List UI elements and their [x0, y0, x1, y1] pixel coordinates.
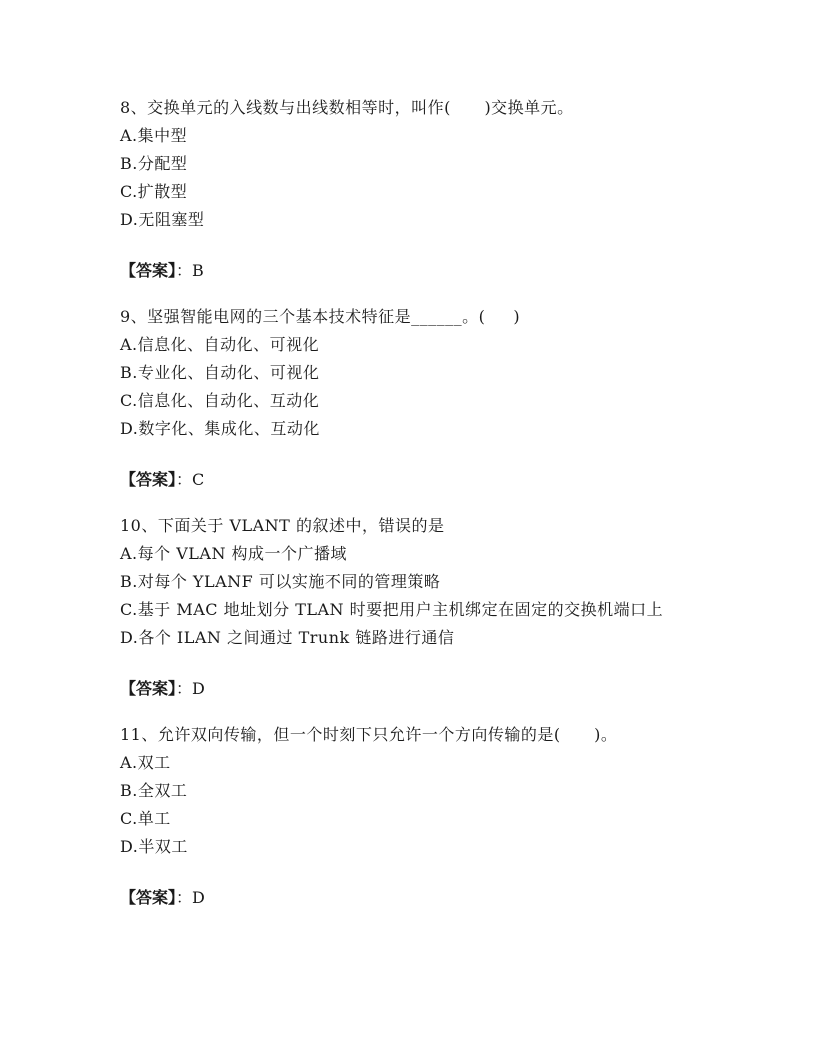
option-a: A.双工 — [120, 753, 171, 772]
exam-page — [120, 94, 760, 930]
answer-separator: ： — [176, 261, 193, 280]
answer-separator: ： — [176, 470, 193, 489]
question-9 — [120, 303, 760, 494]
question-stem: 10、下面关于 VLANT 的叙述中，错误的是 — [120, 516, 445, 535]
answer-label: 【答案】 — [120, 888, 177, 907]
answer-line — [120, 675, 760, 703]
answer-value: D — [192, 888, 205, 907]
question-11 — [120, 721, 760, 912]
option-b: B.专业化、自动化、可视化 — [120, 363, 320, 382]
option-d: D.半双工 — [120, 837, 188, 856]
answer-value: C — [192, 470, 205, 489]
question-stem: 9、坚强智能电网的三个基本技术特征是______。( ) — [120, 307, 521, 326]
answer-label: 【答案】 — [120, 679, 177, 698]
option-d: D.各个 ILAN 之间通过 Trunk 链路进行通信 — [120, 628, 455, 647]
option-b: B.全双工 — [120, 781, 188, 800]
option-a: A.信息化、自动化、可视化 — [120, 335, 320, 354]
answer-value: B — [192, 261, 204, 280]
option-a: A.每个 VLAN 构成一个广播域 — [120, 544, 348, 563]
question-10 — [120, 512, 760, 703]
answer-separator: ： — [176, 888, 193, 907]
answer-value: D — [192, 679, 205, 698]
option-a: A.集中型 — [120, 126, 188, 145]
answer-line — [120, 466, 760, 494]
option-c: C.信息化、自动化、互动化 — [120, 391, 320, 410]
option-c: C.扩散型 — [120, 182, 188, 201]
option-c: C.单工 — [120, 809, 171, 828]
answer-line — [120, 884, 760, 912]
answer-separator: ： — [176, 679, 193, 698]
option-d: D.无阻塞型 — [120, 210, 205, 229]
option-b: B.对每个 YLANF 可以实施不同的管理策略 — [120, 572, 441, 591]
option-d: D.数字化、集成化、互动化 — [120, 419, 320, 438]
question-8 — [120, 94, 760, 285]
answer-label: 【答案】 — [120, 470, 177, 489]
answer-label: 【答案】 — [120, 261, 177, 280]
question-stem: 8、交换单元的入线数与出线数相等时，叫作( )交换单元。 — [120, 98, 574, 117]
question-stem: 11、允许双向传输，但一个时刻下只允许一个方向传输的是( )。 — [120, 725, 618, 744]
option-b: B.分配型 — [120, 154, 188, 173]
option-c: C.基于 MAC 地址划分 TLAN 时要把用户主机绑定在固定的交换机端口上 — [120, 600, 664, 619]
answer-line — [120, 257, 760, 285]
